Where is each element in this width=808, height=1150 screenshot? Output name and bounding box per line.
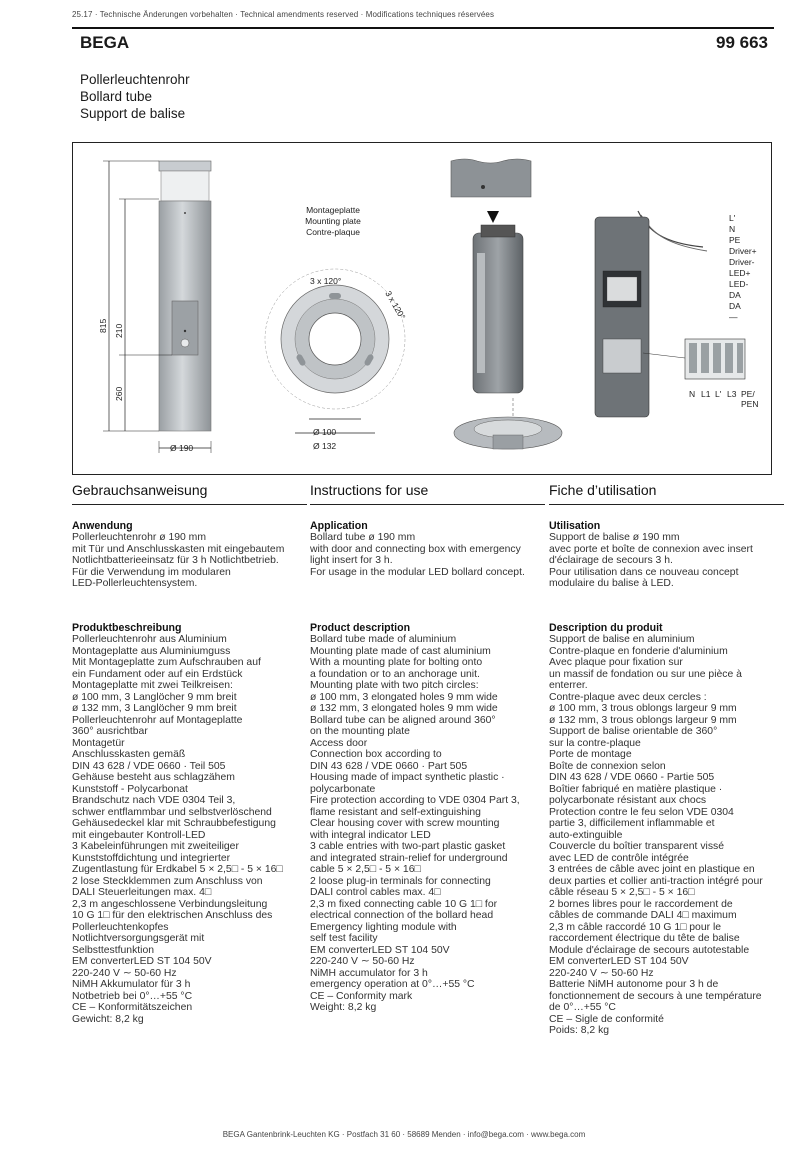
title-de: Pollerleuchtenrohr bbox=[80, 72, 190, 87]
column-english bbox=[310, 482, 545, 1014]
wire-label-9: — bbox=[729, 312, 738, 322]
title-en: Bollard tube bbox=[80, 89, 153, 104]
header-rule bbox=[72, 27, 774, 29]
column-heading: Instructions for use bbox=[310, 485, 545, 505]
section-body: Bollard tube ø 190 mm with door and connecting box with emergency light insert for 3 h. For usage in the modular LED bollard concept. bbox=[310, 532, 525, 578]
dim-angle-a: 3 x 120° bbox=[310, 276, 342, 286]
section-body: Pollerleuchtenrohr ø 190 mm mit Tür und Anschlusskasten mit eingebautem Notlichtbatterieeinsatz für 3 h Notlichtbetrieb. Für die Verwendung im modularen LED-Pollerleuchtensystem. bbox=[72, 532, 285, 589]
section-title: Product description bbox=[310, 621, 411, 634]
section-title: Application bbox=[310, 519, 368, 532]
column-heading: Fiche d’utilisation bbox=[549, 485, 784, 505]
wire-label-1: N bbox=[729, 224, 736, 234]
section-title: Produktbeschreibung bbox=[72, 621, 182, 634]
wire-label-0: L' bbox=[729, 213, 736, 223]
terminal-label-l1: L1 bbox=[701, 389, 711, 399]
dim-total-height: 815 bbox=[98, 318, 108, 333]
mounting-plate-view bbox=[265, 205, 408, 451]
dim-outer-circle: Ø 132 bbox=[313, 441, 337, 451]
section-title: Anwendung bbox=[72, 519, 133, 532]
terminal-label-l3: L3 bbox=[727, 389, 737, 399]
wire-label-2: PE bbox=[729, 235, 741, 245]
section-title: Utilisation bbox=[549, 519, 601, 532]
article-number: 99 663 bbox=[716, 33, 768, 52]
exploded-assembly-view bbox=[451, 159, 562, 449]
dim-angle-b: 3 x 120° bbox=[383, 289, 408, 322]
technical-drawing bbox=[72, 142, 772, 475]
terminal-label-pen: PEN bbox=[741, 399, 759, 409]
terminal-label-pe: PE/ bbox=[741, 389, 755, 399]
wire-label-7: DA bbox=[729, 290, 741, 300]
dim-inner-circle: Ø 100 bbox=[313, 427, 337, 437]
column-german bbox=[72, 482, 307, 1025]
wire-label-6: LED- bbox=[729, 279, 749, 289]
section-body: Support de balise en aluminium Contre-plaque en fonderie d'aluminium Avec plaque pour fixation sur un massif de fondation ou sur une pièce à enterrer. Contre-plaque avec deux cercles : ø 100 mm, 3 trous oblongs largeur 9 mm ø 132 mm, 3 trous oblongs largeur 9 mm Support de balise orientable de 360° sur la contre-plaque Porte de montage Boîte de connexion selon DIN 43 628 / VDE 0660 - Partie 505 Boîtier fabriqué en matière plastique · polycarbonate résistant aux chocs Protection contre le feu selon VDE 0304 partie 3, difficilement inflammable et auto-extinguible Couvercle du boîtier transparent vissé avec LED de contrôle intégrée 3 entrées de câble avec joint en plastique en deux parties et collier anti-traction intégré pour câble réseau 5 × 2,5□ - 5 × 16□ 2 bornes libres pour le raccordement de câbles de commande DALI 4□ maximum 2,3 m câble raccordé 10 G 1□ pour le raccordement électrique du tête de balise Module d'éclairage de secours autotestable EM converterLED ST 104 50V 220-240 V ∼ 50-60 Hz Batterie NiMH autonome pour 3 h de fonctionnement de secours à une température de 0°…+55 °C CE – Sigle de conformité Poids: 8,2 kg bbox=[549, 634, 763, 1036]
dim-diameter: Ø 190 bbox=[170, 443, 194, 453]
connection-box-view bbox=[595, 211, 758, 417]
column-french bbox=[549, 482, 784, 1037]
section-title: Description du produit bbox=[549, 621, 663, 634]
terminal-label-n: N bbox=[689, 389, 696, 399]
column-heading: Gebrauchsanweisung bbox=[72, 485, 307, 505]
brand-logo: BEGA bbox=[80, 33, 130, 52]
plate-label-en: Mounting plate bbox=[305, 216, 361, 226]
section-body: Bollard tube made of aluminium Mounting plate made of cast aluminium With a mounting plate for bolting onto a foundation or to an anchorage unit. Mounting plate with two pitch circles: ø 100 mm, 3 elongated holes 9 mm wide ø 132 mm, 3 elongated holes 9 mm wide Bollard tube can be aligned around 360° on the mounting plate Access door Connection box according to DIN 43 628 / VDE 0660 · Part 505 Housing made of impact synthetic plastic · polycarbonate Fire protection according to VDE 0304 Part 3, flame resistant and self-extinguishing Clear housing cover with screw mounting with integral indicator LED 3 cable entries with two-part plastic gasket and integrated strain-relief for underground cable 5 × 2,5□ - 5 × 16□ 2 loose plug-in terminals for connecting DALI control cables max. 4□ 2,3 m fixed connecting cable 10 G 1□ for electrical connection of the bollard head Emergency lighting module with self test facility EM converterLED ST 104 50V 220-240 V ∼ 50-60 Hz NiMH accumulator for 3 h emergency operation at 0°…+55 °C CE – Conformity mark Weight: 8,2 kg bbox=[310, 634, 520, 1013]
wire-label-4: Driver- bbox=[729, 257, 755, 267]
revision-note: 25.17 · Technische Änderungen vorbehalten · Technical amendments reserved · Modifications techniques réservées bbox=[72, 10, 495, 19]
terminal-label-l2: L' bbox=[715, 389, 722, 399]
product-titles bbox=[80, 71, 190, 122]
section-body: Pollerleuchtenrohr aus Aluminium Montageplatte aus Aluminiumguss Mit Montageplatte zum Aufschrauben auf ein Fundament oder auf ein Erdstück Montageplatte mit zwei Teilkreisen: ø 100 mm, 3 Langlöcher 9 mm breit ø 132 mm, 3 Langlöcher 9 mm breit Pollerleuchtenrohr auf Montageplatte 360° ausrichtbar Montagetür Anschlusskasten gemäß DIN 43 628 / VDE 0660 · Teil 505 Gehäuse besteht aus schlagzähem Kunststoff - Polycarbonat Brandschutz nach VDE 0304 Teil 3, schwer entflammbar und selbstverlöschend Gehäusedeckel klar mit Schraubbefestigung mit eingebauter Kontroll-LED 3 Kabeleinführungen mit zweiteiliger Kunststoffdichtung und integrierter Zugentlastung für Erdkabel 5 × 2,5□ - 5 × 16□ 2 lose Steckklemmen zum Anschluss von DALI Steuerleitungen max. 4□ 2,3 m angeschlossene Verbindungsleitung 10 G 1□ für den elektrischen Anschluss des Pollerleuchtenkopfes Notlichtversorgungsgerät mit Selbsttestfunktion EM converterLED ST 104 50V 220-240 V ∼ 50-60 Hz NiMH Akkumulator für 3 h Notbetrieb bei 0°…+55 °C CE – Konformitätszeichen Gewicht: 8,2 kg bbox=[72, 634, 283, 1025]
wire-label-8: DA bbox=[729, 301, 741, 311]
drawing-svg bbox=[73, 143, 773, 476]
section-body: Support de balise ø 190 mm avec porte et boîte de connexion avec insert d'éclairage de secours 3 h. Pour utilisation dans ce nouveau concept modulaire du balise à LED. bbox=[549, 532, 753, 589]
dim-door-height: 210 bbox=[114, 323, 124, 338]
dim-base-height: 260 bbox=[114, 386, 124, 401]
plate-label-fr: Contre-plaque bbox=[306, 227, 360, 237]
bollard-side-view bbox=[98, 161, 211, 453]
wire-label-3: Driver+ bbox=[729, 246, 757, 256]
title-fr: Support de balise bbox=[80, 106, 186, 121]
wire-label-5: LED+ bbox=[729, 268, 751, 278]
plate-label-de: Montageplatte bbox=[306, 205, 360, 215]
footer-address: BEGA Gantenbrink-Leuchten KG · Postfach 31 60 · 58689 Menden · info@bega.com · www.bega.com bbox=[222, 1130, 586, 1139]
